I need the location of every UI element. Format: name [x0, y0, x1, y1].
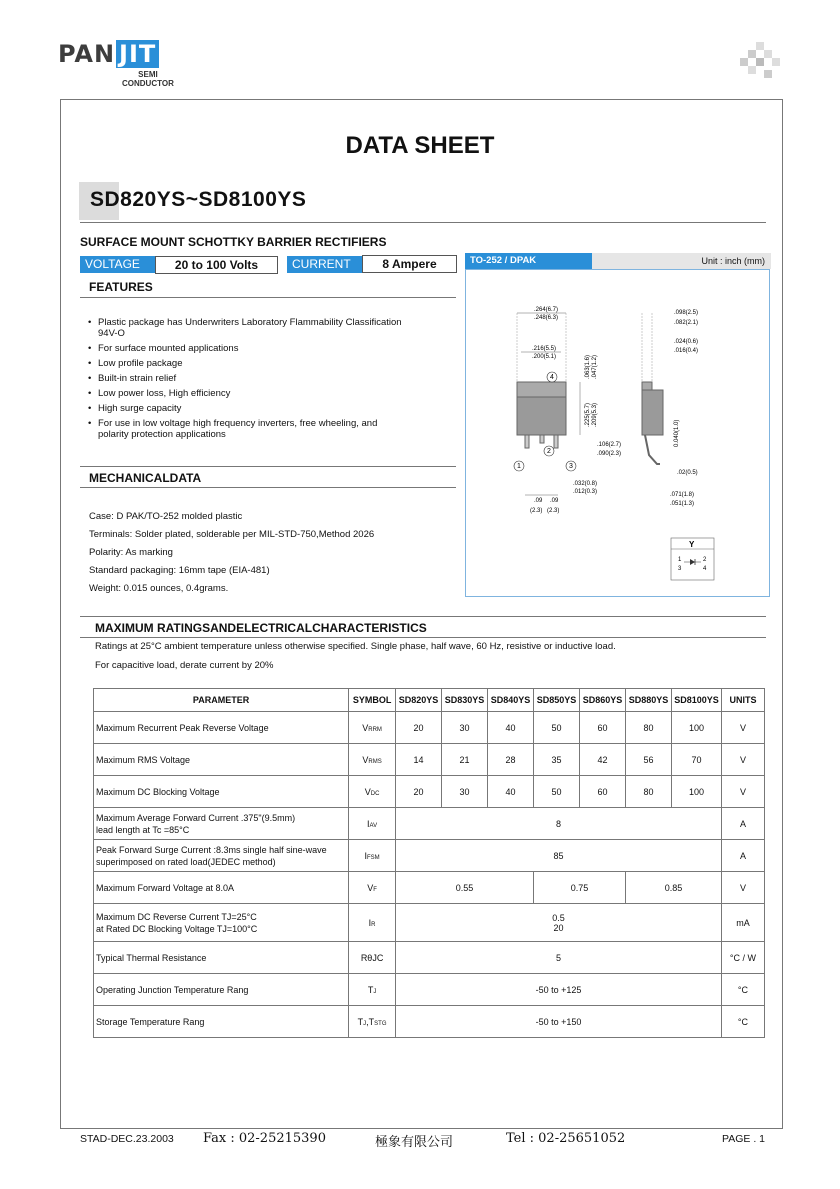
value-cell: 30 — [442, 776, 488, 808]
features-list — [88, 317, 408, 444]
value-cell: 80 — [625, 712, 671, 744]
symbol-cell: VRRM — [349, 712, 396, 744]
marking-pin: 2 — [703, 557, 707, 563]
package-drawing — [465, 269, 770, 597]
param-cell: Maximum DC Blocking Voltage — [94, 776, 349, 808]
symbol-cell: RθJC — [349, 942, 396, 974]
dim-label: 0.040(1.0) — [674, 419, 680, 447]
symbol-cell: IFSM — [349, 840, 396, 872]
doc-code: STAD-DEC.23.2003 — [80, 1133, 174, 1145]
feature-item: • Built-in strain relief — [88, 373, 408, 384]
value-cell: 20 — [396, 712, 442, 744]
value-cell: 100 — [671, 712, 721, 744]
unit-cell: °C / W — [721, 942, 764, 974]
dim-label: .047(1.2) — [592, 354, 598, 379]
current-label: CURRENT — [287, 256, 362, 273]
unit-cell: A — [721, 808, 764, 840]
symbol-cell: IR — [349, 904, 396, 942]
value-cell: 50 — [534, 712, 580, 744]
mechanical-item: Terminals: Solder plated, solderable per MIL-STD-750,Method 2026 — [89, 529, 375, 540]
param-cell: Maximum DC Reverse Current TJ=25°C at Rated DC Blocking Voltage TJ=100°C — [94, 904, 349, 942]
col-header: SD830YS — [442, 689, 488, 712]
dim-label: .016(0.4) — [674, 348, 699, 354]
table-row — [94, 872, 765, 904]
value-cell: 0.85 — [625, 872, 721, 904]
dim-label: (2.3) — [530, 508, 543, 514]
dim-label: .09 — [534, 498, 543, 504]
dim-label: .098(2.5) — [674, 310, 699, 316]
features-heading: FEATURES — [89, 280, 153, 294]
dim-label: .248(6.3) — [534, 315, 559, 321]
param-cell: Maximum Average Forward Current .375"(9.5mm) lead length at Tc =85°C — [94, 808, 349, 840]
value-cell: 8 — [396, 808, 722, 840]
table-row — [94, 712, 765, 744]
feature-item: • For use in low voltage high frequency inverters, free wheeling, and polarity protection applications — [88, 418, 408, 440]
divider — [80, 222, 766, 223]
dim-label: .012(0.3) — [573, 489, 598, 495]
mechanical-item: Case: D PAK/TO-252 molded plastic — [89, 511, 243, 522]
value-cell: 56 — [625, 744, 671, 776]
dim-label: .225(5.7) — [585, 402, 591, 427]
unit-cell: mA — [721, 904, 764, 942]
unit-cell: °C — [721, 974, 764, 1006]
symbol-cell: IAV — [349, 808, 396, 840]
mechanical-list — [89, 512, 449, 602]
value-cell: 14 — [396, 744, 442, 776]
marking-label: Y — [689, 540, 695, 549]
body-shape — [517, 397, 566, 435]
page-title: DATA SHEET — [345, 132, 495, 159]
mechanical-rule-top — [80, 466, 456, 467]
value-cell: 100 — [671, 776, 721, 808]
value-cell: 0.75 — [534, 872, 626, 904]
col-header: SD8100YS — [671, 689, 721, 712]
mechanical-rule — [80, 487, 456, 488]
lead-3 — [554, 435, 558, 448]
dim-label: (2.3) — [547, 508, 560, 514]
param-cell: Maximum Recurrent Peak Reverse Voltage — [94, 712, 349, 744]
value-cell: 50 — [534, 776, 580, 808]
symbol-cell: VDC — [349, 776, 396, 808]
col-header: UNITS — [721, 689, 764, 712]
tab-shape — [517, 382, 566, 397]
spec-table — [93, 688, 765, 1038]
package-name: TO-252 / DPAK — [465, 253, 592, 269]
unit-cell: V — [721, 744, 764, 776]
feature-item: • Low power loss, High efficiency — [88, 388, 408, 399]
col-header: SD840YS — [488, 689, 534, 712]
marking-pin: 3 — [678, 566, 682, 572]
side-tab-shape — [642, 382, 652, 390]
decorative-squares-icon — [740, 42, 780, 80]
tel-number: Tel : 02-25651052 — [506, 1131, 626, 1146]
subtitle: SURFACE MOUNT SCHOTTKY BARRIER RECTIFIERS — [80, 235, 387, 249]
dim-label: .02(0.5) — [677, 470, 698, 476]
dim-label: .090(2.3) — [597, 451, 622, 457]
table-row — [94, 744, 765, 776]
dim-label: .071(1.8) — [670, 492, 695, 498]
ratings-rule — [80, 637, 766, 638]
feature-item: • For surface mounted applications — [88, 343, 408, 354]
table-row — [94, 974, 765, 1006]
dim-label: .063(1.6) — [585, 354, 591, 379]
voltage-value: 20 to 100 Volts — [155, 256, 278, 274]
mechanical-heading: MECHANICALDATA — [89, 471, 202, 485]
col-header: SD820YS — [396, 689, 442, 712]
dim-label: .200(5.1) — [532, 354, 557, 360]
marking-pin: 1 — [678, 557, 682, 563]
unit-cell: A — [721, 840, 764, 872]
logo-sub-line1: SEMI — [138, 70, 158, 79]
symbol-cell: TJ — [349, 974, 396, 1006]
value-cell: -50 to +125 — [396, 974, 722, 1006]
dim-label: .082(2.1) — [674, 320, 699, 326]
unit-cell: °C — [721, 1006, 764, 1038]
param-cell: Maximum RMS Voltage — [94, 744, 349, 776]
symbol-cell: VF — [349, 872, 396, 904]
unit-cell: V — [721, 712, 764, 744]
feature-item: • High surge capacity — [88, 403, 408, 414]
dim-label: .09 — [550, 498, 559, 504]
value-cell: 35 — [534, 744, 580, 776]
dim-label: .051(1.3) — [670, 501, 695, 507]
feature-item: • Plastic package has Underwriters Laboratory Flammability Classification 94V-O — [88, 317, 408, 339]
feature-item: • Low profile package — [88, 358, 408, 369]
value-cell: 20 — [396, 776, 442, 808]
value-cell: 40 — [488, 776, 534, 808]
side-body-shape — [642, 390, 663, 435]
value-cell: 40 — [488, 712, 534, 744]
fax-number: Fax : 02-25215390 — [203, 1131, 326, 1146]
table-row — [94, 808, 765, 840]
value-cell: 28 — [488, 744, 534, 776]
table-row — [94, 1006, 765, 1038]
page-number: PAGE . 1 — [722, 1133, 765, 1145]
dim-label: .216(5.5) — [532, 346, 557, 352]
logo-text: PAN — [58, 40, 116, 68]
ratings-note: Ratings at 25°C ambient temperature unless otherwise specified. Single phase, half wave, 60 Hz, resistive or inductive load. — [95, 641, 616, 652]
value-cell: 80 — [625, 776, 671, 808]
pin-label: 1 — [517, 463, 521, 470]
value-cell: 60 — [580, 776, 626, 808]
value-cell: 85 — [396, 840, 722, 872]
value-cell: 0.5 20 — [396, 904, 722, 942]
symbol-cell: VRMS — [349, 744, 396, 776]
dim-label: .032(0.8) — [573, 481, 598, 487]
value-cell: 42 — [580, 744, 626, 776]
company-name: 極象有限公司 — [375, 1135, 454, 1150]
col-header: SYMBOL — [349, 689, 396, 712]
dim-label: .209(5.3) — [592, 402, 598, 427]
mechanical-item: Polarity: As marking — [89, 547, 173, 558]
col-header: SD850YS — [534, 689, 580, 712]
logo-highlight: JIT — [116, 40, 159, 68]
param-cell: Operating Junction Temperature Rang — [94, 974, 349, 1006]
logo-subtitle — [122, 70, 174, 88]
value-cell: 0.55 — [396, 872, 534, 904]
table-row — [94, 904, 765, 942]
pin-label: 2 — [547, 448, 551, 455]
dim-label: .106(2.7) — [597, 442, 622, 448]
logo — [58, 40, 159, 68]
ratings-rule-top — [80, 616, 766, 617]
pin-label: 3 — [569, 463, 573, 470]
table-row — [94, 942, 765, 974]
dim-label: .264(6.7) — [534, 307, 559, 313]
package-unit: Unit : inch (mm) — [701, 256, 765, 266]
logo-sub-line2: CONDUCTOR — [122, 79, 174, 88]
param-cell: Peak Forward Surge Current :8.3ms single half sine-wave superimposed on rated load(JEDEC method) — [94, 840, 349, 872]
lead-2 — [540, 435, 544, 443]
mechanical-item: Standard packaging: 16mm tape (EIA-481) — [89, 565, 270, 576]
value-cell: 5 — [396, 942, 722, 974]
value-cell: -50 to +150 — [396, 1006, 722, 1038]
mechanical-item: Weight: 0.015 ounces, 0.4grams. — [89, 583, 229, 594]
current-value: 8 Ampere — [362, 255, 457, 273]
col-header: SD860YS — [580, 689, 626, 712]
features-rule — [80, 297, 456, 298]
ratings-heading: MAXIMUM RATINGSANDELECTRICALCHARACTERISTICS — [95, 621, 427, 635]
table-row — [94, 840, 765, 872]
lead-1 — [525, 435, 529, 448]
col-header: SD880YS — [625, 689, 671, 712]
pin-label: 4 — [550, 374, 554, 381]
value-cell: 70 — [671, 744, 721, 776]
param-cell: Maximum Forward Voltage at 8.0A — [94, 872, 349, 904]
part-number: SD820YS~SD8100YS — [90, 188, 307, 211]
param-cell: Storage Temperature Rang — [94, 1006, 349, 1038]
value-cell: 30 — [442, 712, 488, 744]
table-header-row — [94, 689, 765, 712]
value-cell: 60 — [580, 712, 626, 744]
voltage-label: VOLTAGE — [80, 256, 155, 273]
marking-pin: 4 — [703, 566, 707, 572]
symbol-cell: TJ,TSTG — [349, 1006, 396, 1038]
value-cell: 21 — [442, 744, 488, 776]
col-header: PARAMETER — [94, 689, 349, 712]
param-cell: Typical Thermal Resistance — [94, 942, 349, 974]
ratings-note: For capacitive load, derate current by 20% — [95, 660, 274, 671]
unit-cell: V — [721, 872, 764, 904]
unit-cell: V — [721, 776, 764, 808]
dim-label: .024(0.6) — [674, 339, 699, 345]
side-lead-shape — [645, 435, 660, 464]
table-row — [94, 776, 765, 808]
